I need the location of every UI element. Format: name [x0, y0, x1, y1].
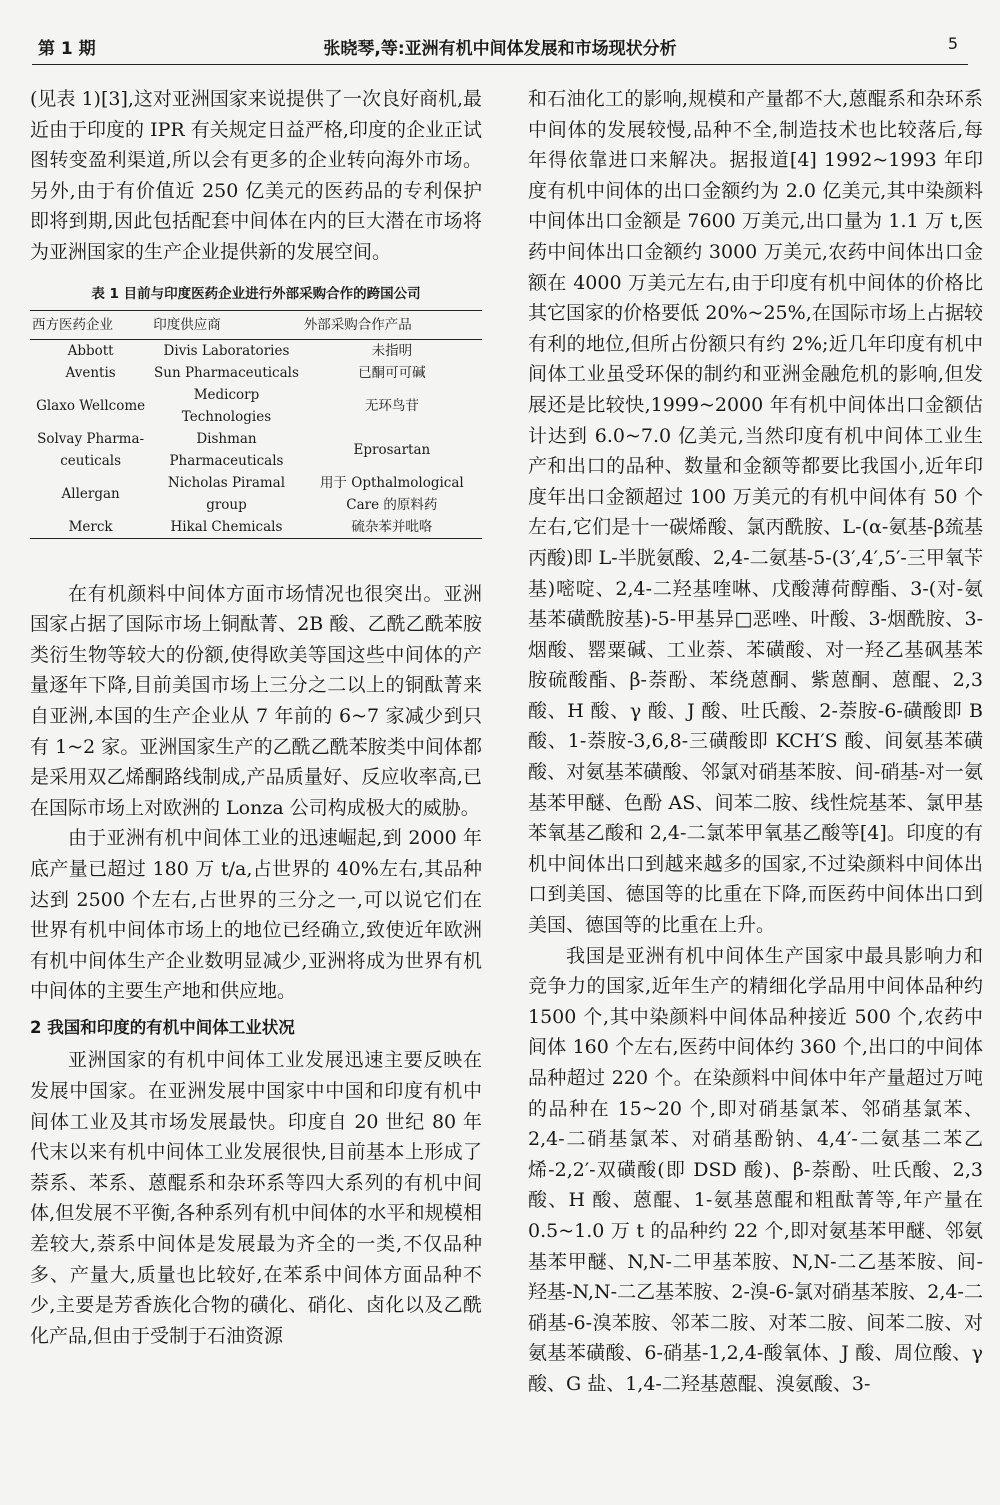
paragraph-right-2: 我国是亚洲有机中间体生产国家中最具影响力和竞争力的国家,近年生产的精细化学品用中间体品种约 1500 个,其中染颜料中间体品种接近 500 个,农药中间体 160 个左右,医药中间体约 360 个,出口的中间体品种超过 220 个。在染颜料中间体中年产量超过万吨的品种在 15~20 个,即对硝基氯苯、邻硝基氯苯、2,4-二硝基氯苯、对硝基酚钠、4,4′-二氨基二苯乙烯-2,2′-双磺酸(即 DSD 酸)、β-萘酚、吐氏酸、2,3 酸、H 酸、蒽醌、1-氨基蒽醌和粗酞菁等,年产量在 0.5~1.0 万 t 的品种约 22 个,即对氨基苯甲醚、邻氨基苯甲醚、N,N-二甲基苯胺、N,N-二乙基苯胺、间-羟基-N,N-二乙基苯胺、2-溴-6-氯对硝基苯胺、2,4-二硝基-6-溴苯胺、邻苯二胺、对苯二胺、间苯二胺、对氨基苯磺酸、6-硝基-1,2,4-酸氧体、J 酸、周位酸、γ 酸、G 盐、1,4-二羟基蒽醌、溴氨酸、3- — [528, 944, 983, 1395]
table-cell: Sun Pharmaceuticals — [154, 364, 299, 381]
table-cell: 已酮可可碱 — [358, 364, 426, 381]
table-1 — [30, 310, 482, 539]
section-heading: 2 我国和印度的有机中间体工业状况 — [30, 1017, 295, 1037]
table-row — [30, 472, 482, 516]
table-cell: 用于 Opthalmological Care 的原料药 — [319, 474, 464, 513]
table-header-cell: 外部采购合作产品 — [302, 310, 482, 339]
table-cell: Glaxo Wellcome — [36, 397, 146, 414]
table-cell: Allergan — [61, 485, 120, 502]
table-cell: Merck — [30, 516, 151, 539]
running-title: 张晓琴,等:亚洲有机中间体发展和市场现状分析 — [323, 39, 677, 59]
table-cell: Aventis — [65, 364, 116, 381]
table-cell: Solvay Pharma-ceuticals — [37, 430, 145, 469]
table-cell: Abbott — [67, 342, 114, 359]
table-cell: Nicholas Piramal group — [167, 474, 286, 513]
table-cell: 未指明 — [371, 342, 413, 359]
table-header-cell: 西方医药企业 — [30, 310, 151, 339]
table-cell: Eprosartan — [353, 441, 431, 458]
paragraph-left-1: (见表 1)[3],这对亚洲国家来说提供了一次良好商机,最近由于印度的 IPR 有关规定日益严格,印度的企业正试图转变盈利渠道,所以会有更多的企业转向海外市场。另外,由于有价值近 250 亿美元的医药品的专利保护即将到期,因此包括配套中间体在内的巨大潜在市场将为亚洲国家的生产企业提供新的发展空间。 — [30, 88, 482, 263]
table-row — [30, 384, 482, 428]
table-row — [30, 362, 482, 384]
right-column — [528, 84, 983, 1400]
table-cell: 硫杂苯并吡咯 — [302, 516, 482, 539]
left-column — [30, 84, 482, 1351]
table-cell: Dishman Pharmaceuticals — [169, 430, 284, 469]
running-header — [32, 30, 968, 65]
table-caption: 表 1 目前与印度医药企业进行外部采购合作的跨国公司 — [91, 285, 421, 302]
table-header-row — [30, 310, 482, 339]
paragraph-right-1: 和石油化工的影响,规模和产量都不大,蒽醌系和杂环系中间体的发展较慢,品种不全,制造技术也比较落后,每年得依靠进口来解决。据报道[4] 1992~1993 年印度有机中间体的出口金额约为 2.0 亿美元,其中染颜料中间体出口金额是 7600 万美元,出口量为 1.1 万 t,医药中间体出口金额约 3000 万美元,农药中间体出口金额在 4000 万美元左右,由于印度有机中间体的价格比其它国家的价格要低 20%~25%,在国际市场上占据较有利的地位,但所占份额只有约 2%;近几年印度有机中间体工业虽受环保的制约和亚洲金融危机的影响,但发展还是比较快,1999~2000 年有机中间体出口金额估计达到 6.0~7.0 亿美元,当然印度有机中间体工业生产和出口的品种、数量和金额等都要比我国小,近年印度年出口金额超过 100 万美元的有机中间体有 50 个左右,它们是十一碳烯酸、氯丙酰胺、L-(α-氨基-β巯基丙酸)即 L-半胱氨酸、2,4-二氨基-5-(3′,4′,5′-三甲氧苄基)嘧啶、2,4-二羟基喹啉、戊酸薄荷醇酯、3-(对-氨基苯磺酰胺基)-5-甲基异□恶唑、叶酸、3-烟酰胺、3-烟酸、罂粟碱、工业萘、苯磺酸、对一羟乙基砜基苯胺硫酸酯、β-萘酚、苯绕蒽酮、紫蒽酮、蒽醌、2,3 酸、H 酸、γ 酸、J 酸、吐氏酸、2-萘胺-6-磺酸即 B 酸、1-萘胺-3,6,8-三磺酸即 KCH′S 酸、间氨基苯磺酸、对氨基苯磺酸、邻氯对硝基苯胺、间-硝基-对一氨基苯甲醚、色酚 AS、间苯二胺、线性烷基苯、氯甲基苯氧基乙酸和 2,4-二氯苯甲氧基乙酸等[4]。印度的有机中间体出口到越来越多的国家,不过染颜料中间体出口到美国、德国等的比重在下降,而医药中间体出口到美国、德国等的比重在上升。 — [528, 88, 983, 937]
issue-label: 第 1 期 — [38, 39, 96, 59]
table-row — [30, 339, 482, 362]
paragraph-left-2: 在有机颜料中间体方面市场情况也很突出。亚洲国家占据了国际市场上铜酞菁、2B 酸、乙酰乙酰苯胺类衍生物等较大的份额,使得欧美等国这些中间体的产量逐年下降,目前美国市场上三分之二以上的铜酞菁来自亚洲,本国的生产企业从 7 年前的 6~7 家减少到只有 1~2 家。亚洲国家生产的乙酰乙酰苯胺类中间体都是采用双乙烯酮路线制成,产品质量好、反应收率高,已在国际市场上对欧洲的 Lonza 公司构成极大的威胁。 — [30, 582, 482, 819]
table-cell: Divis Laboratories — [163, 342, 290, 359]
page-number: 5 — [947, 34, 958, 53]
table-cell: 无环鸟苷 — [364, 397, 419, 414]
table-cell: Medicorp Technologies — [181, 386, 272, 425]
table-row — [30, 516, 482, 539]
table-row — [30, 428, 482, 472]
table-cell: Hikal Chemicals — [151, 516, 302, 539]
table-header-cell: 印度供应商 — [151, 310, 302, 339]
paragraph-left-4: 亚洲国家的有机中间体工业发展迅速主要反映在发展中国家。在亚洲发展中国家中中国和印度有机中间体工业及其市场发展最快。印度自 20 世纪 80 年代末以来有机中间体工业发展很快,目前基本上形成了萘系、苯系、蒽醌系和杂环系等四大系列的有机中间体,但发展不平衡,各种系列有机中间体的水平和规模相差较大,萘系中间体是发展最为齐全的一类,不仅品种多、产量大,质量也比较好,在苯系中间体方面品种不少,主要是芳香族化合物的磺化、硝化、卤化以及乙酰化产品,但由于受制于石油资源 — [30, 1049, 482, 1347]
paragraph-left-3: 由于亚洲有机中间体工业的迅速崛起,到 2000 年底产量已超过 180 万 t/a,占世界的 40%左右,其品种达到 2500 个左右,占世界的三分之一,可以说它们在世界有机中间体市场上的地位已经确立,致使近年欧洲有机中间体生产企业数明显减少,亚洲将成为世界有机中间体的主要生产地和供应地。 — [30, 827, 482, 1003]
